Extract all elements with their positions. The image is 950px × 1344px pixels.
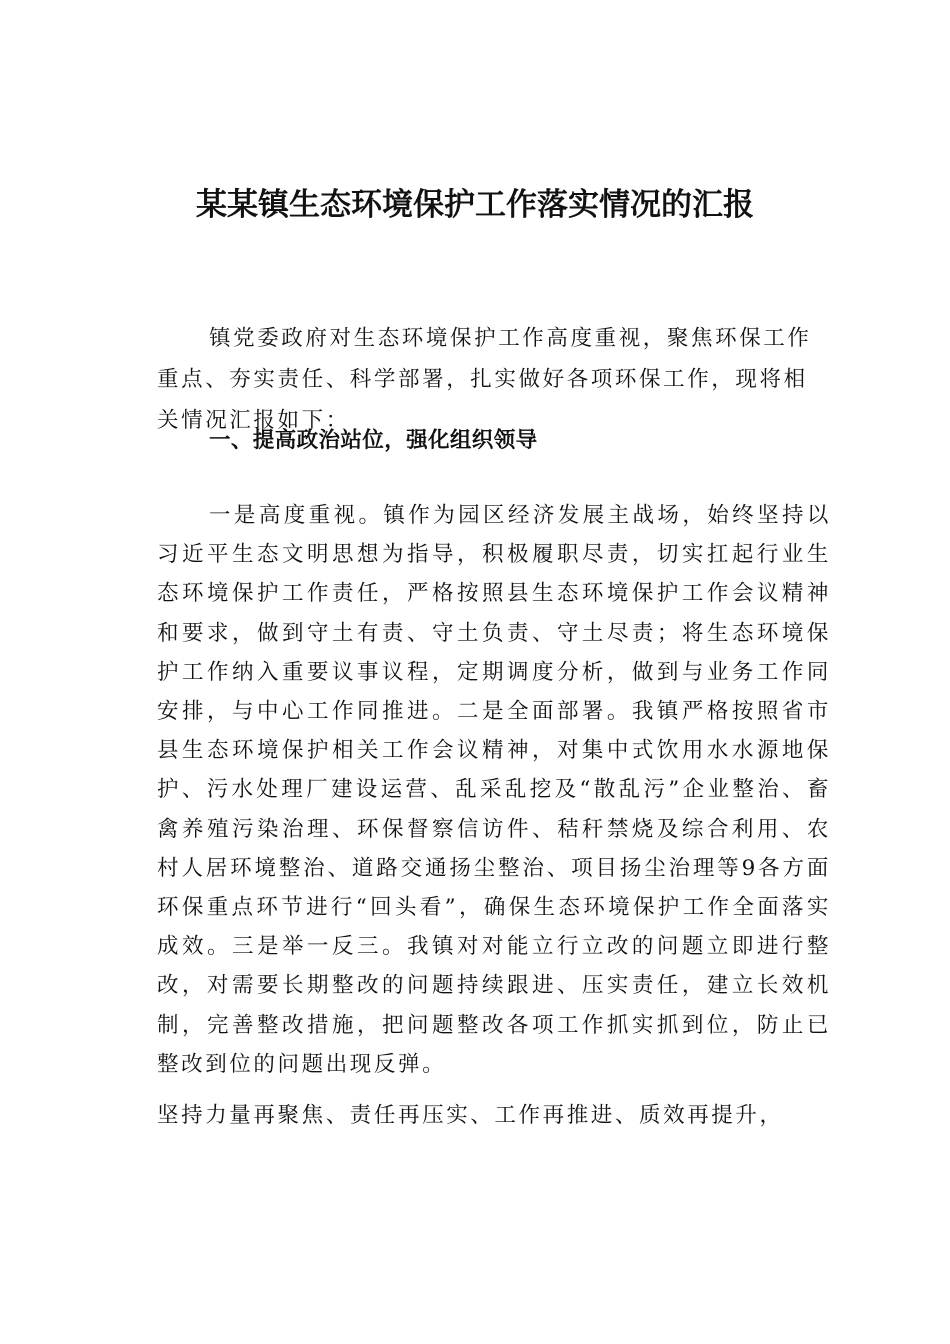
section-1-heading: 一、提高政治站位，强化组织领导 — [209, 428, 538, 453]
trailing-paragraph: 坚持力量再聚焦、责任再压实、工作再推进、质效再提升， — [157, 1103, 784, 1128]
document-title: 某某镇生态环境保护工作落实情况的汇报 — [196, 187, 754, 223]
section-1-paragraph: 一是高度重视。镇作为园区经济发展主战场，始终坚持以习近平生态文明思想为指导，积极履职尽责，切实扛起行业生态环境保护工作责任，严格按照县生态环境保护工作会议精神和要求，做到守土有责、守土负责、守土尽责；将生态环境保护工作纳入重要议事议程，定期调度分析，做到与业务工作同安排，与中心工作同推进。二是全面部署。我镇严格按照省市县生态环境保护相关工作会议精神，对集中式饮用水水源地保护、污水处理厂建设运营、乱采乱挖及“散乱污”企业整治、畜禽养殖污染治理、环保督察信访件、秸秆禁烧及综合利用、农村人居环境整治、道路交通扬尘整治、项目扬尘治理等9各方面环保重点环节进行“回头看”，确保生态环境保护工作全面落实成效。三是举一反三。我镇对对能立行立改的问题立即进行整改，对需要长期整改的问题持续跟进、压实责任，建立长效机制，完善整改措施，把问题整改各项工作抓实抓到位，防止已整改到位的问题出现反弹。 — [157, 503, 831, 1077]
intro-paragraph: 镇党委政府对生态环境保护工作高度重视，聚焦环保工作重点、夯实责任、科学部署，扎实做好各项环保工作，现将相关情况汇报如下： — [157, 326, 812, 433]
